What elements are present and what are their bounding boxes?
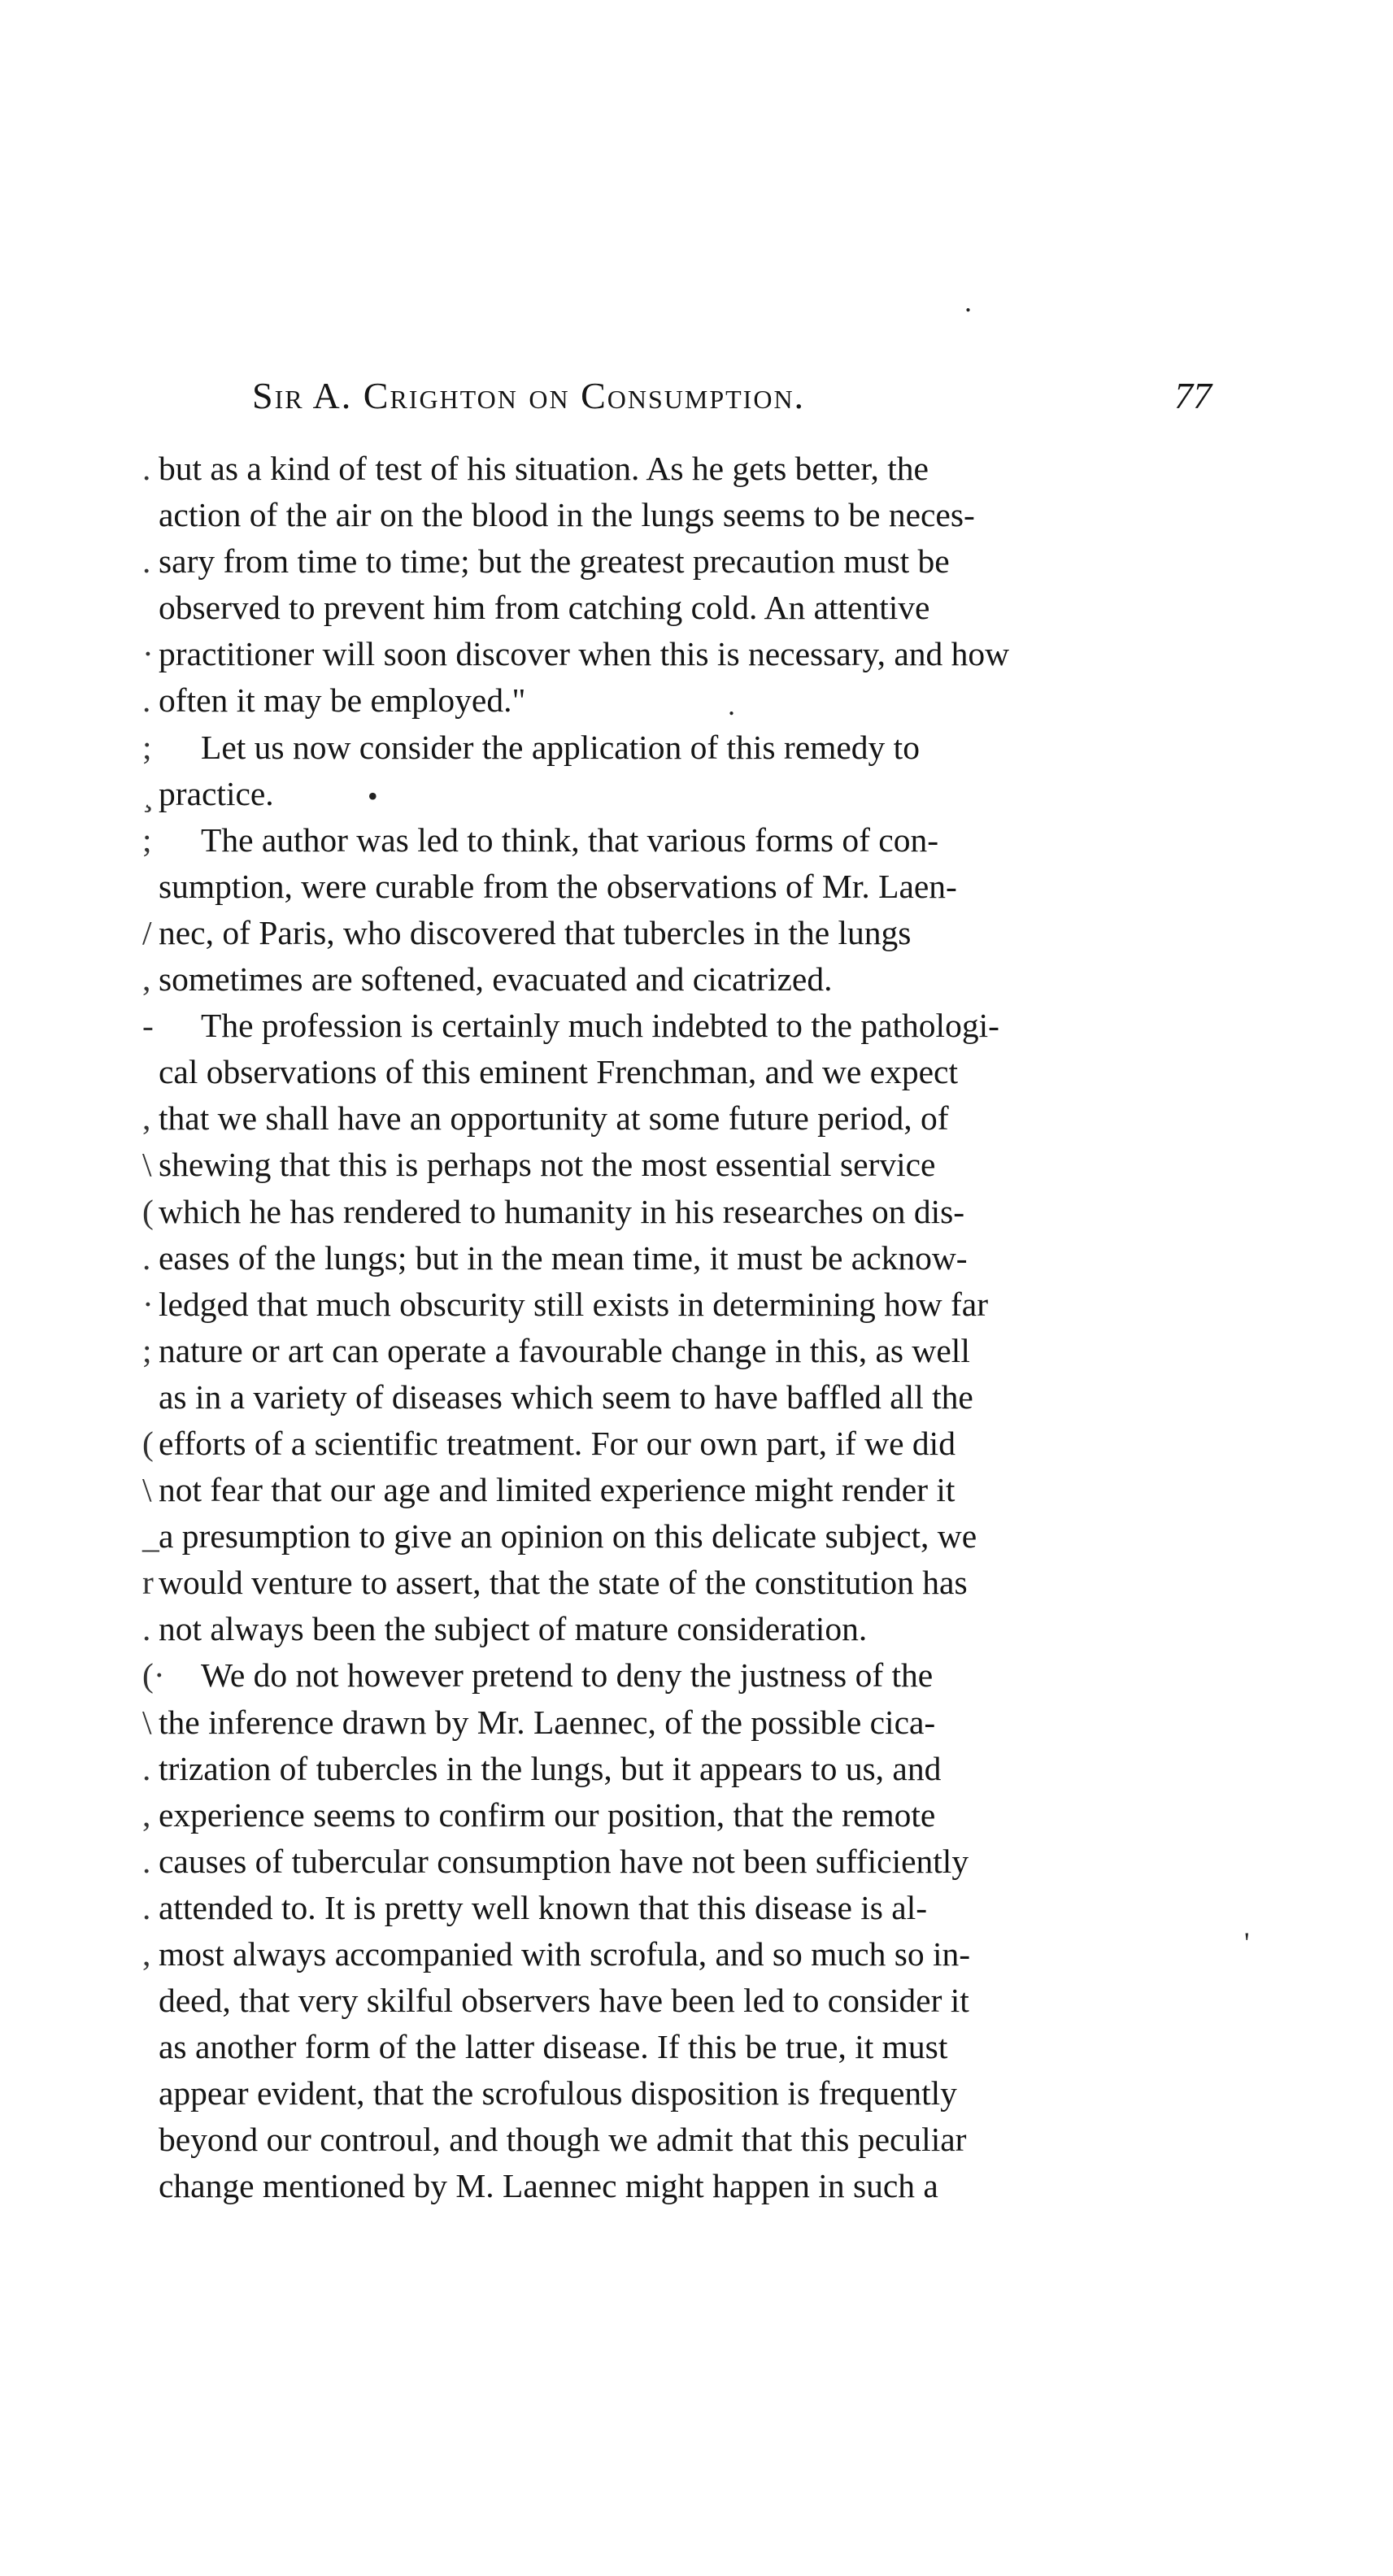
text-line (142, 1838, 1232, 1885)
margin-mark: . (142, 1610, 151, 1648)
body-text (142, 446, 1232, 2210)
text-line (142, 1513, 1232, 1560)
stray-mark: • (368, 780, 378, 812)
line-text: sometimes are softened, evacuated and cicatrized. (159, 960, 833, 999)
line-text: action of the air on the blood in the lungs seems to be neces- (159, 496, 975, 534)
line-text: practice. (159, 774, 274, 812)
margin-mark: . (142, 542, 151, 581)
line-text: attended to. It is pretty well known that this disease is al- (159, 1888, 928, 1926)
line-text: practitioner will soon discover when this is necessary, and how (159, 635, 1010, 673)
running-head (252, 374, 1212, 431)
text-line (142, 956, 1232, 1003)
text-line (142, 585, 1232, 631)
text-line (142, 771, 1232, 817)
line-text: efforts of a scientific treatment. For our own part, if we did (159, 1424, 956, 1462)
stray-mark: ' (1244, 1926, 1250, 1959)
text-line (142, 724, 1232, 771)
margin-mark: \ (142, 1146, 152, 1184)
text-line (142, 2070, 1232, 2117)
line-text: eases of the lungs; but in the mean time, it must be acknow- (159, 1238, 968, 1277)
text-line (142, 1467, 1232, 1513)
text-line (142, 1885, 1232, 1931)
line-text: beyond our controul, and though we admit that this peculiar (159, 2121, 967, 2159)
text-line (142, 1049, 1232, 1095)
line-text: The author was led to think, that various forms of con- (201, 820, 939, 859)
margin-mark: (· (142, 1656, 165, 1695)
line-text: not fear that our age and limited experience might render it (159, 1471, 956, 1509)
margin-mark: \ (142, 1471, 152, 1509)
line-text: causes of tubercular consumption have not been sufficiently (159, 1842, 969, 1880)
text-line (142, 1606, 1232, 1652)
margin-mark: ; (142, 1331, 152, 1369)
line-text: sumption, were curable from the observations of Mr. Laen- (159, 867, 957, 905)
text-line (142, 1978, 1232, 2024)
margin-mark: ( (142, 1192, 154, 1230)
text-line (142, 538, 1232, 585)
margin-mark: . (142, 681, 151, 720)
text-line (142, 1699, 1232, 1746)
text-line (142, 677, 1232, 724)
line-text: ledged that much obscurity still exists in determining how far (159, 1285, 989, 1323)
margin-mark: / (142, 913, 152, 951)
line-text: nec, of Paris, who discovered that tubercles in the lungs (159, 913, 912, 951)
line-text: nature or art can operate a favourable change in this, as well (159, 1331, 970, 1369)
text-line (142, 1560, 1232, 1606)
line-text: cal observations of this eminent Frenchman, and we expect (159, 1053, 959, 1091)
margin-mark: , (142, 1795, 151, 1834)
text-line (142, 631, 1232, 677)
line-text: not always been the subject of mature consideration. (159, 1610, 868, 1648)
running-title: Sir A. Crighton on Consumption. (252, 375, 806, 416)
line-text: a presumption to give an opinion on this delicate subject, we (159, 1517, 977, 1556)
line-text: appear evident, that the scrofulous disposition is frequently (159, 2074, 957, 2113)
margin-mark: r (142, 1564, 154, 1602)
margin-mark: . (142, 1842, 151, 1880)
line-text: would venture to assert, that the state of the constitution has (159, 1564, 968, 1602)
line-text: most always accompanied with scrofula, and so much so in- (159, 1935, 971, 1973)
text-line (142, 446, 1232, 492)
text-line (142, 1421, 1232, 1467)
stray-mark: . (964, 285, 972, 318)
line-text: shewing that this is perhaps not the most essential service (159, 1146, 936, 1184)
text-line (142, 864, 1232, 910)
text-line (142, 1235, 1232, 1281)
line-text: which he has rendered to humanity in his researches on dis- (159, 1192, 965, 1230)
line-text: Let us now consider the application of this remedy to (201, 728, 920, 766)
text-line (142, 817, 1232, 864)
line-text: but as a kind of test of his situation. As he gets better, the (159, 450, 929, 487)
margin-mark: · (142, 1285, 154, 1323)
margin-mark: ( (142, 1424, 154, 1462)
text-line (142, 1746, 1232, 1792)
margin-mark: . (142, 450, 151, 487)
margin-mark: . (142, 1888, 151, 1926)
line-text: as another form of the latter disease. If this be true, it must (159, 2028, 948, 2066)
line-text: the inference drawn by Mr. Laennec, of the possible cica- (159, 1703, 936, 1741)
margin-mark: ¸ (142, 774, 154, 812)
margin-mark: · (142, 635, 154, 673)
text-line (142, 910, 1232, 956)
text-line (142, 2117, 1232, 2163)
margin-mark: _ (142, 1517, 159, 1556)
line-text: trization of tubercles in the lungs, but it appears to us, and (159, 1749, 942, 1787)
text-line (142, 1142, 1232, 1188)
text-line (142, 1003, 1232, 1049)
line-text: that we shall have an opportunity at some future period, of (159, 1099, 949, 1138)
text-line (142, 1189, 1232, 1235)
text-line (142, 1931, 1232, 1978)
margin-mark: . (142, 1238, 151, 1277)
line-text: We do not however pretend to deny the justness of the (201, 1656, 934, 1695)
line-text: often it may be employed." (159, 681, 526, 720)
stray-mark: . (728, 689, 735, 721)
text-line (142, 2163, 1232, 2209)
line-text: observed to prevent him from catching cold. An attentive (159, 589, 930, 627)
line-text: The profession is certainly much indebted to the pathologi- (201, 1007, 999, 1045)
line-text: deed, that very skilful observers have been led to consider it (159, 1982, 969, 2020)
margin-mark: , (142, 1935, 151, 1973)
text-line (142, 492, 1232, 538)
text-line (142, 1792, 1232, 1838)
text-line (142, 1281, 1232, 1328)
text-line (142, 2024, 1232, 2070)
text-line (142, 1652, 1232, 1699)
text-line (142, 1374, 1232, 1421)
margin-mark: ; (142, 728, 152, 766)
line-text: change mentioned by M. Laennec might happen in such a (159, 2167, 938, 2205)
margin-mark: , (142, 960, 151, 999)
line-text: experience seems to confirm our position, that the remote (159, 1795, 936, 1834)
margin-mark: - (142, 1007, 154, 1045)
margin-mark: . (142, 1749, 151, 1787)
line-text: as in a variety of diseases which seem to have baffled all the (159, 1377, 973, 1416)
margin-mark: \ (142, 1703, 152, 1741)
line-text: sary from time to time; but the greatest precaution must be (159, 542, 950, 581)
margin-mark: , (142, 1099, 151, 1138)
text-line (142, 1328, 1232, 1374)
margin-mark: ; (142, 820, 152, 859)
page-number: 77 (1174, 375, 1212, 416)
text-line (142, 1095, 1232, 1142)
